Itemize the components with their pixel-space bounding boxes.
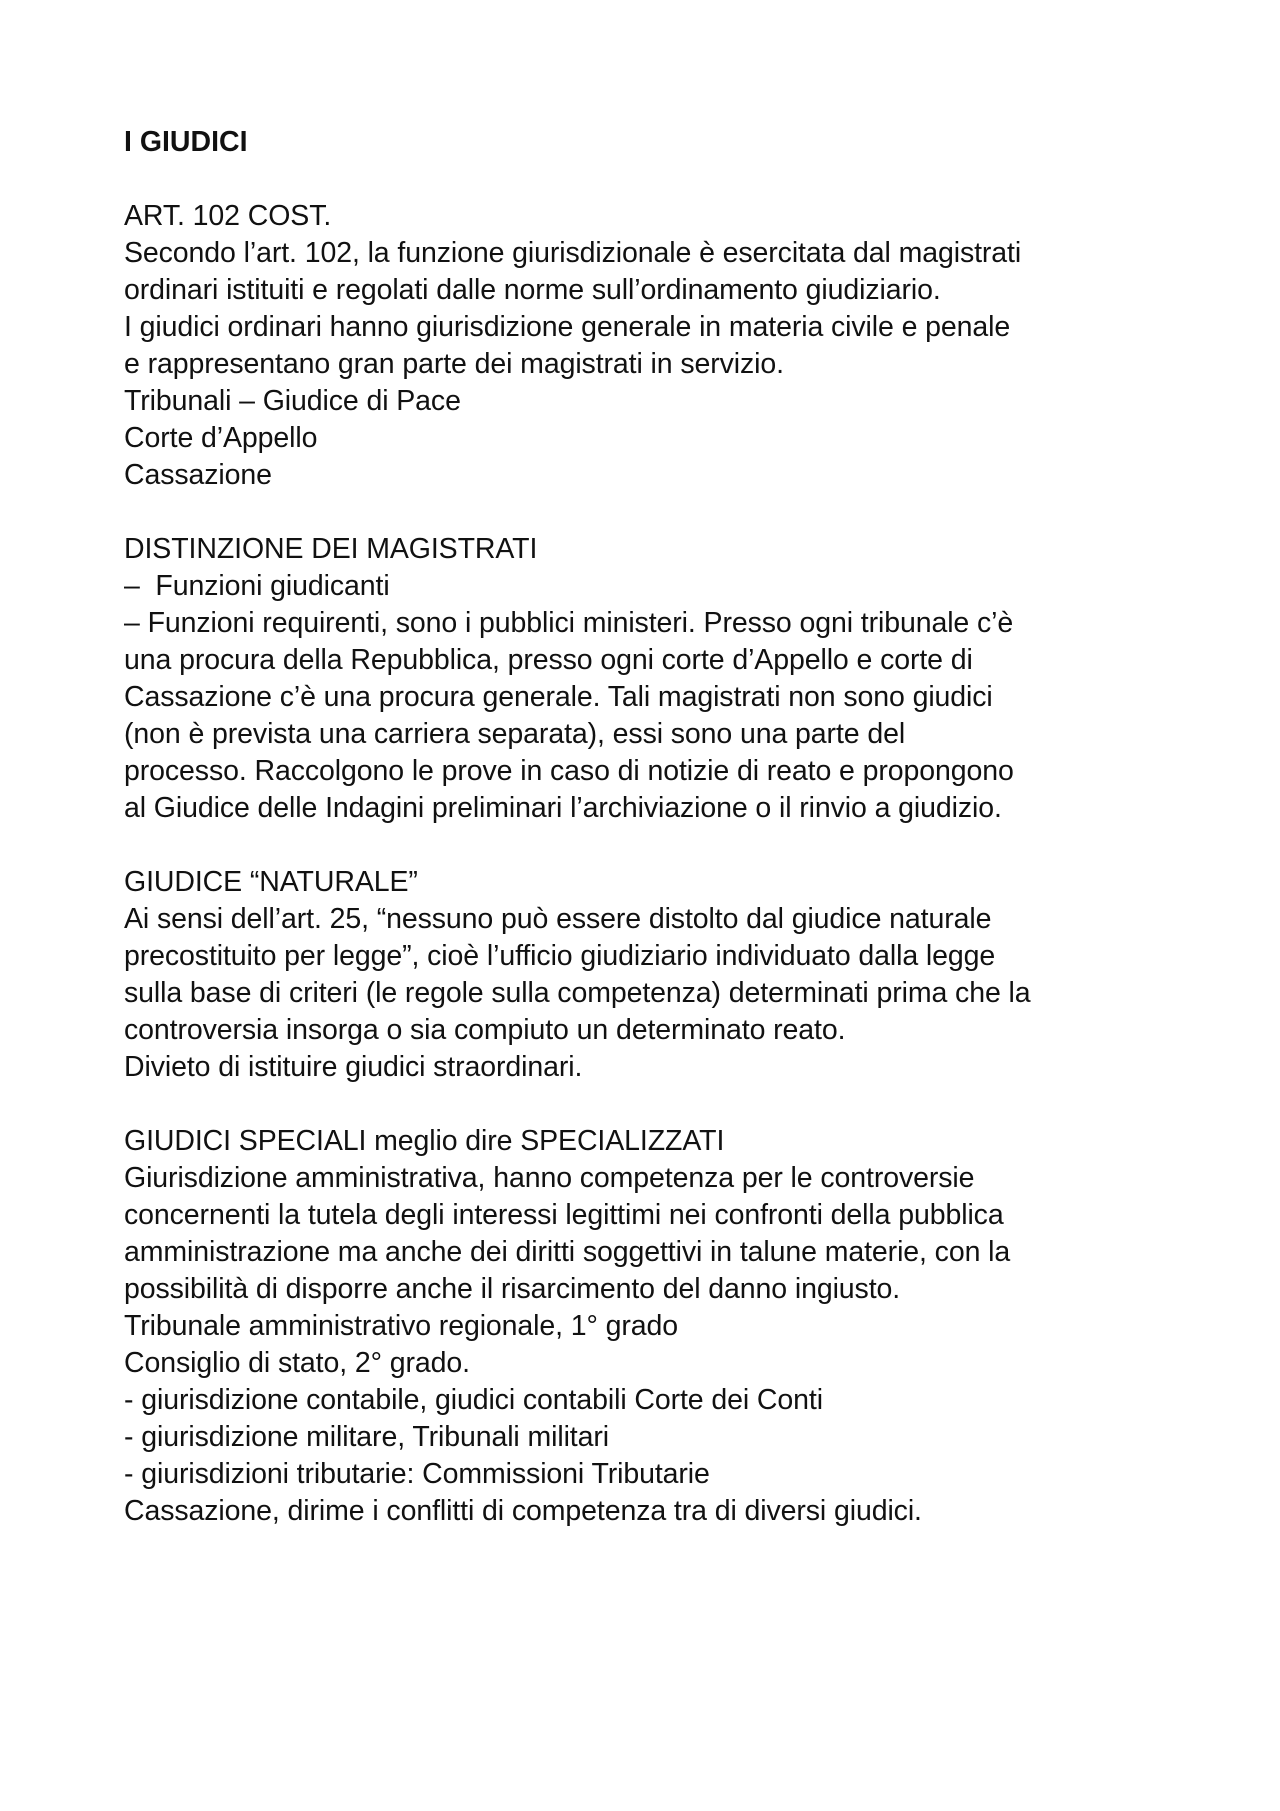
paragraph-line: amministrazione ma anche dei diritti soggettivi in talune materie, con la <box>124 1236 1011 1268</box>
paragraph-line: Tribunale amministrativo regionale, 1° grado <box>124 1310 679 1342</box>
paragraph-line: Cassazione <box>124 459 272 491</box>
section-heading: DISTINZIONE DEI MAGISTRATI <box>124 533 538 565</box>
document-page <box>124 124 1224 1530</box>
paragraph-line: Consiglio di stato, 2° grado. <box>124 1347 470 1379</box>
section-giudice-naturale <box>124 864 1224 1086</box>
paragraph-line: precostituito per legge”, cioè l’ufficio giudiziario individuato dalla legge <box>124 940 996 972</box>
paragraph-line: una procura della Repubblica, presso ogni corte d’Appello e corte di <box>124 644 973 676</box>
list-item: - giurisdizione militare, Tribunali militari <box>124 1421 609 1453</box>
paragraph-line: sulla base di criteri (le regole sulla competenza) determinati prima che la <box>124 977 1031 1009</box>
paragraph-line: al Giudice delle Indagini preliminari l’archiviazione o il rinvio a giudizio. <box>124 792 1002 824</box>
paragraph-line: I giudici ordinari hanno giurisdizione generale in materia civile e penale <box>124 311 1011 343</box>
section-heading: GIUDICE “NATURALE” <box>124 866 418 898</box>
list-item: - giurisdizione contabile, giudici contabili Corte dei Conti <box>124 1384 823 1416</box>
spacer <box>124 161 1224 198</box>
list-item: – Funzioni giudicanti <box>124 570 390 602</box>
paragraph-line: Cassazione c’è una procura generale. Tali magistrati non sono giudici <box>124 681 993 713</box>
section-heading: GIUDICI SPECIALI meglio dire SPECIALIZZATI <box>124 1125 725 1157</box>
paragraph-line: Giurisdizione amministrativa, hanno competenza per le controversie <box>124 1162 975 1194</box>
paragraph-line: Cassazione, dirime i conflitti di competenza tra di diversi giudici. <box>124 1495 922 1527</box>
section-art-102 <box>124 198 1224 494</box>
list-item: - giurisdizioni tributarie: Commissioni Tributarie <box>124 1458 710 1490</box>
paragraph-line: concernenti la tutela degli interessi legittimi nei confronti della pubblica <box>124 1199 1004 1231</box>
paragraph-line: ordinari istituiti e regolati dalle norme sull’ordinamento giudiziario. <box>124 274 941 306</box>
paragraph-line: (non è prevista una carriera separata), essi sono una parte del <box>124 718 906 750</box>
paragraph-line: Secondo l’art. 102, la funzione giurisdizionale è esercitata dal magistrati <box>124 237 1022 269</box>
paragraph-line: controversia insorga o sia compiuto un determinato reato. <box>124 1014 846 1046</box>
section-distinzione-magistrati <box>124 531 1224 827</box>
document-title: I GIUDICI <box>124 126 248 158</box>
paragraph-line: possibilità di disporre anche il risarcimento del danno ingiusto. <box>124 1273 901 1305</box>
paragraph-line: Corte d’Appello <box>124 422 318 454</box>
paragraph-line: processo. Raccolgono le prove in caso di notizie di reato e propongono <box>124 755 1014 787</box>
paragraph-line: Divieto di istituire giudici straordinari. <box>124 1051 583 1083</box>
section-giudici-speciali <box>124 1123 1224 1530</box>
paragraph-line: e rappresentano gran parte dei magistrati in servizio. <box>124 348 784 380</box>
paragraph-line: Ai sensi dell’art. 25, “nessuno può essere distolto dal giudice naturale <box>124 903 992 935</box>
list-item: – Funzioni requirenti, sono i pubblici ministeri. Presso ogni tribunale c’è <box>124 607 1014 639</box>
section-heading: ART. 102 COST. <box>124 200 332 232</box>
paragraph-line: Tribunali – Giudice di Pace <box>124 385 461 417</box>
